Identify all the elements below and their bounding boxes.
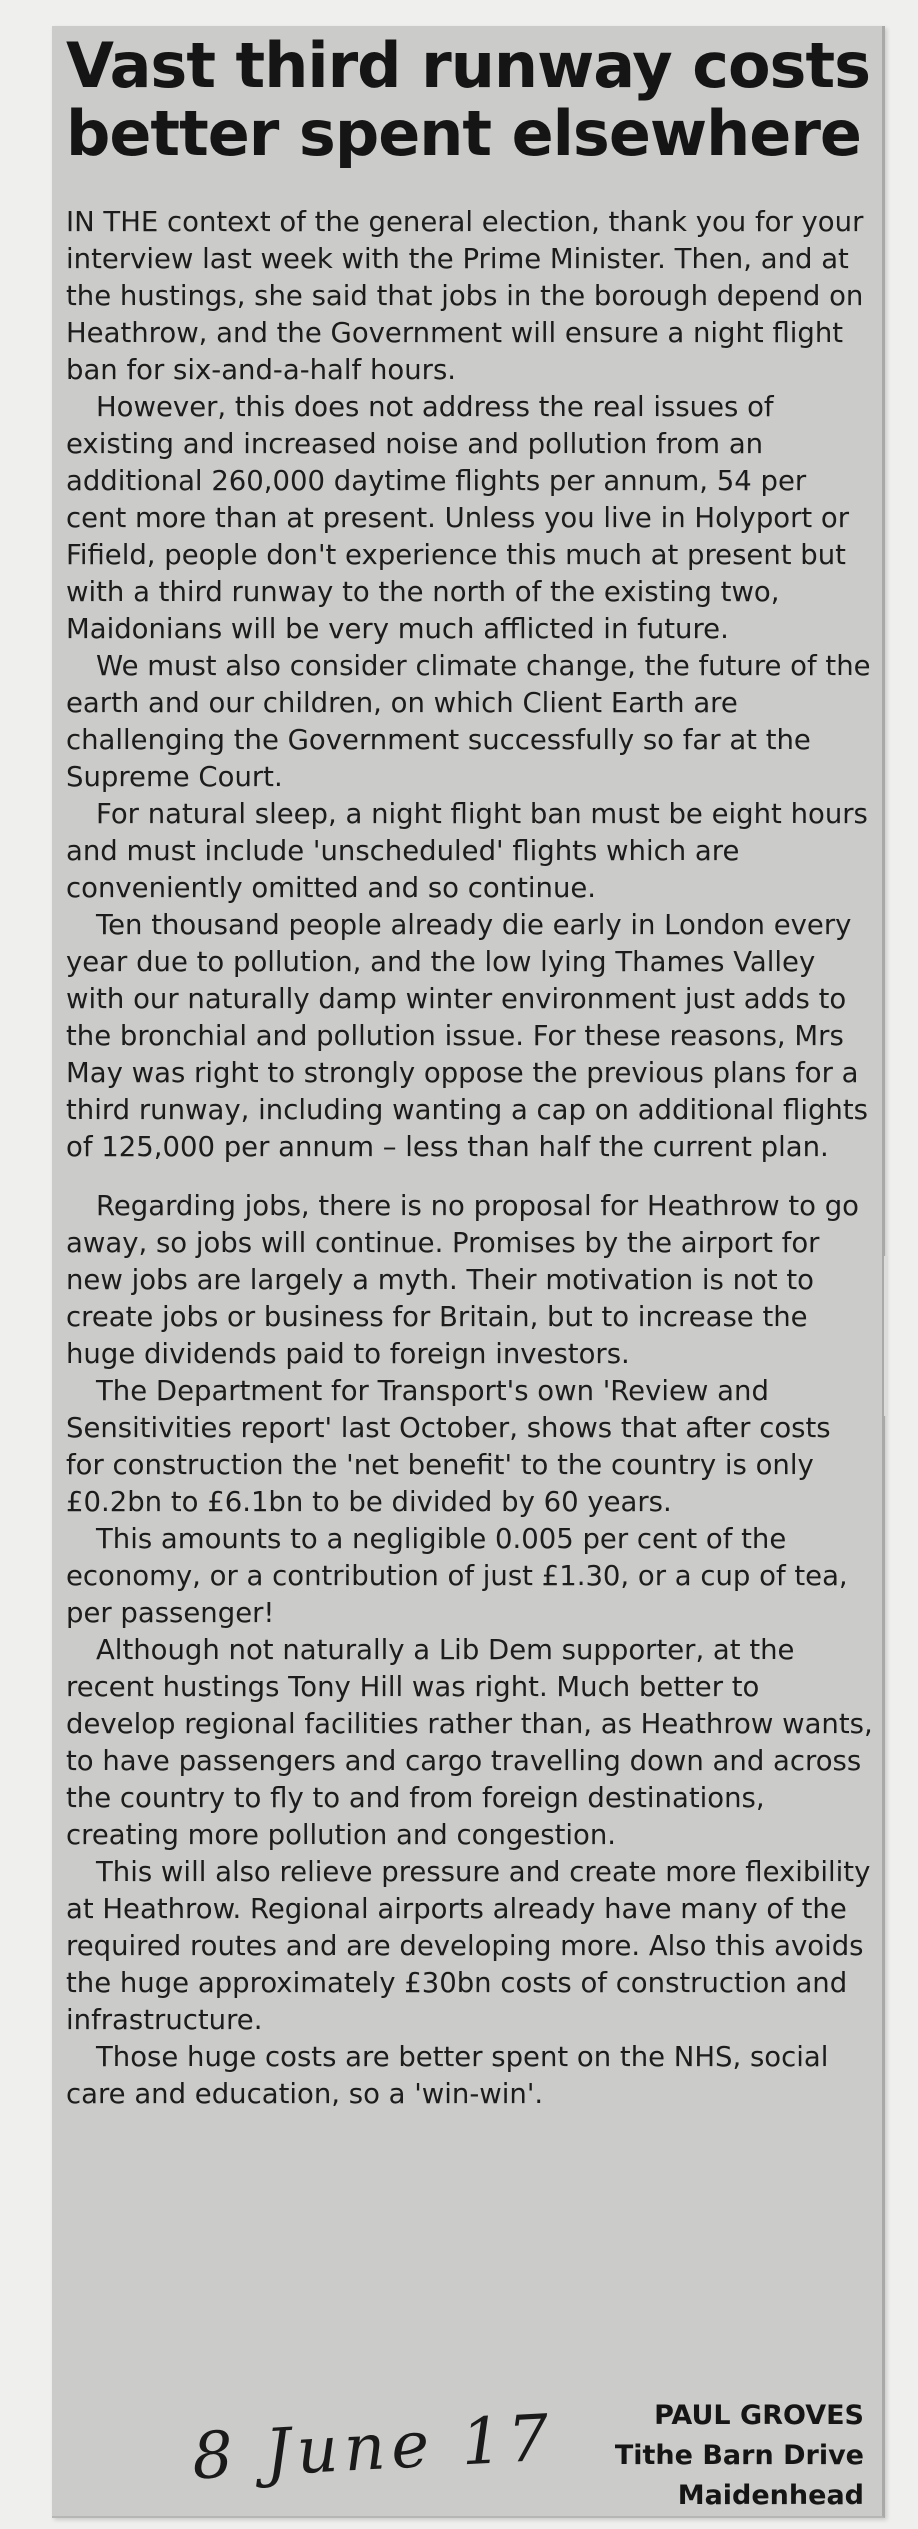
headline-line-1: Vast third runway costs — [66, 29, 870, 102]
newspaper-clipping — [52, 26, 885, 2518]
paragraph: The Department for Transport's own 'Review and Sensitivities report' last October, shows that after costs for construction the 'net benefit' to the country is only £0.2bn to £6.1bn to be divided by 60 years. — [66, 1375, 831, 1518]
author-street: Tithe Barn Drive — [614, 2440, 864, 2471]
paragraph: Regarding jobs, there is no proposal for Heathrow to go away, so jobs will continue. Promises by the airport for new jobs are largely a myth. Their motivation is not to create jobs or business for Britain, but to increase the huge dividends paid to foreign investors. — [66, 1190, 860, 1370]
paragraph: This amounts to a negligible 0.005 per cent of the economy, or a contribution of just £1.30, or a cup of tea, per passenger! — [66, 1523, 848, 1629]
paragraph: Those huge costs are better spent on the NHS, social care and education, so a 'win-win'. — [66, 2041, 829, 2110]
lead-in: IN THE — [66, 206, 159, 238]
headline-line-2: better spent elsewhere — [66, 97, 861, 170]
paragraph: Although not naturally a Lib Dem supporter, at the recent hustings Tony Hill was right. Much better to develop regional facilities rather than, as Heathrow wants, to have passengers and cargo travelling down and across the country to fly to and from foreign destinations, creating more pollution and congestion. — [66, 1634, 873, 1851]
torn-edge — [884, 1256, 888, 1416]
letter-body — [66, 204, 874, 2113]
paragraph: Ten thousand people already die early in London every year due to pollution, and the low lying Thames Valley with our naturally damp winter environment just adds to the bronchial and pollution issue. For these reasons, Mrs May was right to strongly oppose the previous plans for a third runway, including wanting a cap on additional flights of 125,000 per annum – less than half the current plan. — [66, 909, 868, 1163]
author-name: PAUL GROVES — [654, 2400, 864, 2431]
paragraph: This will also relieve pressure and create more flexibility at Heathrow. Regional airports already have many of the required routes and are developing more. Also this avoids the huge approximately £30bn costs of construction and infrastructure. — [66, 1856, 871, 2036]
paragraph: IN THE context of the general election, thank you for your interview last week with the Prime Minister. Then, and at the hustings, she said that jobs in the borough depend on Heathrow, and the Government will ensure a night flight ban for six-and-a-half hours. — [66, 206, 864, 386]
paragraph: We must also consider climate change, the future of the earth and our children, on which Client Earth are challenging the Government successfully so far at the Supreme Court. — [66, 650, 871, 793]
headline — [66, 29, 876, 170]
author-town: Maidenhead — [677, 2480, 864, 2511]
paragraph: For natural sleep, a night flight ban must be eight hours and must include 'unscheduled' flights which are conveniently omitted and so continue. — [66, 798, 868, 904]
author-block — [615, 2396, 864, 2516]
handwritten-date: 8 June 17 — [190, 2401, 557, 2495]
paragraph: However, this does not address the real issues of existing and increased noise and pollution from an additional 260,000 daytime flights per annum, 54 per cent more than at present. Unless you live in Holyport or Fifield, people don't experience this much at present but with a third runway to the north of the existing two, Maidonians will be very much afflicted in future. — [66, 391, 850, 645]
